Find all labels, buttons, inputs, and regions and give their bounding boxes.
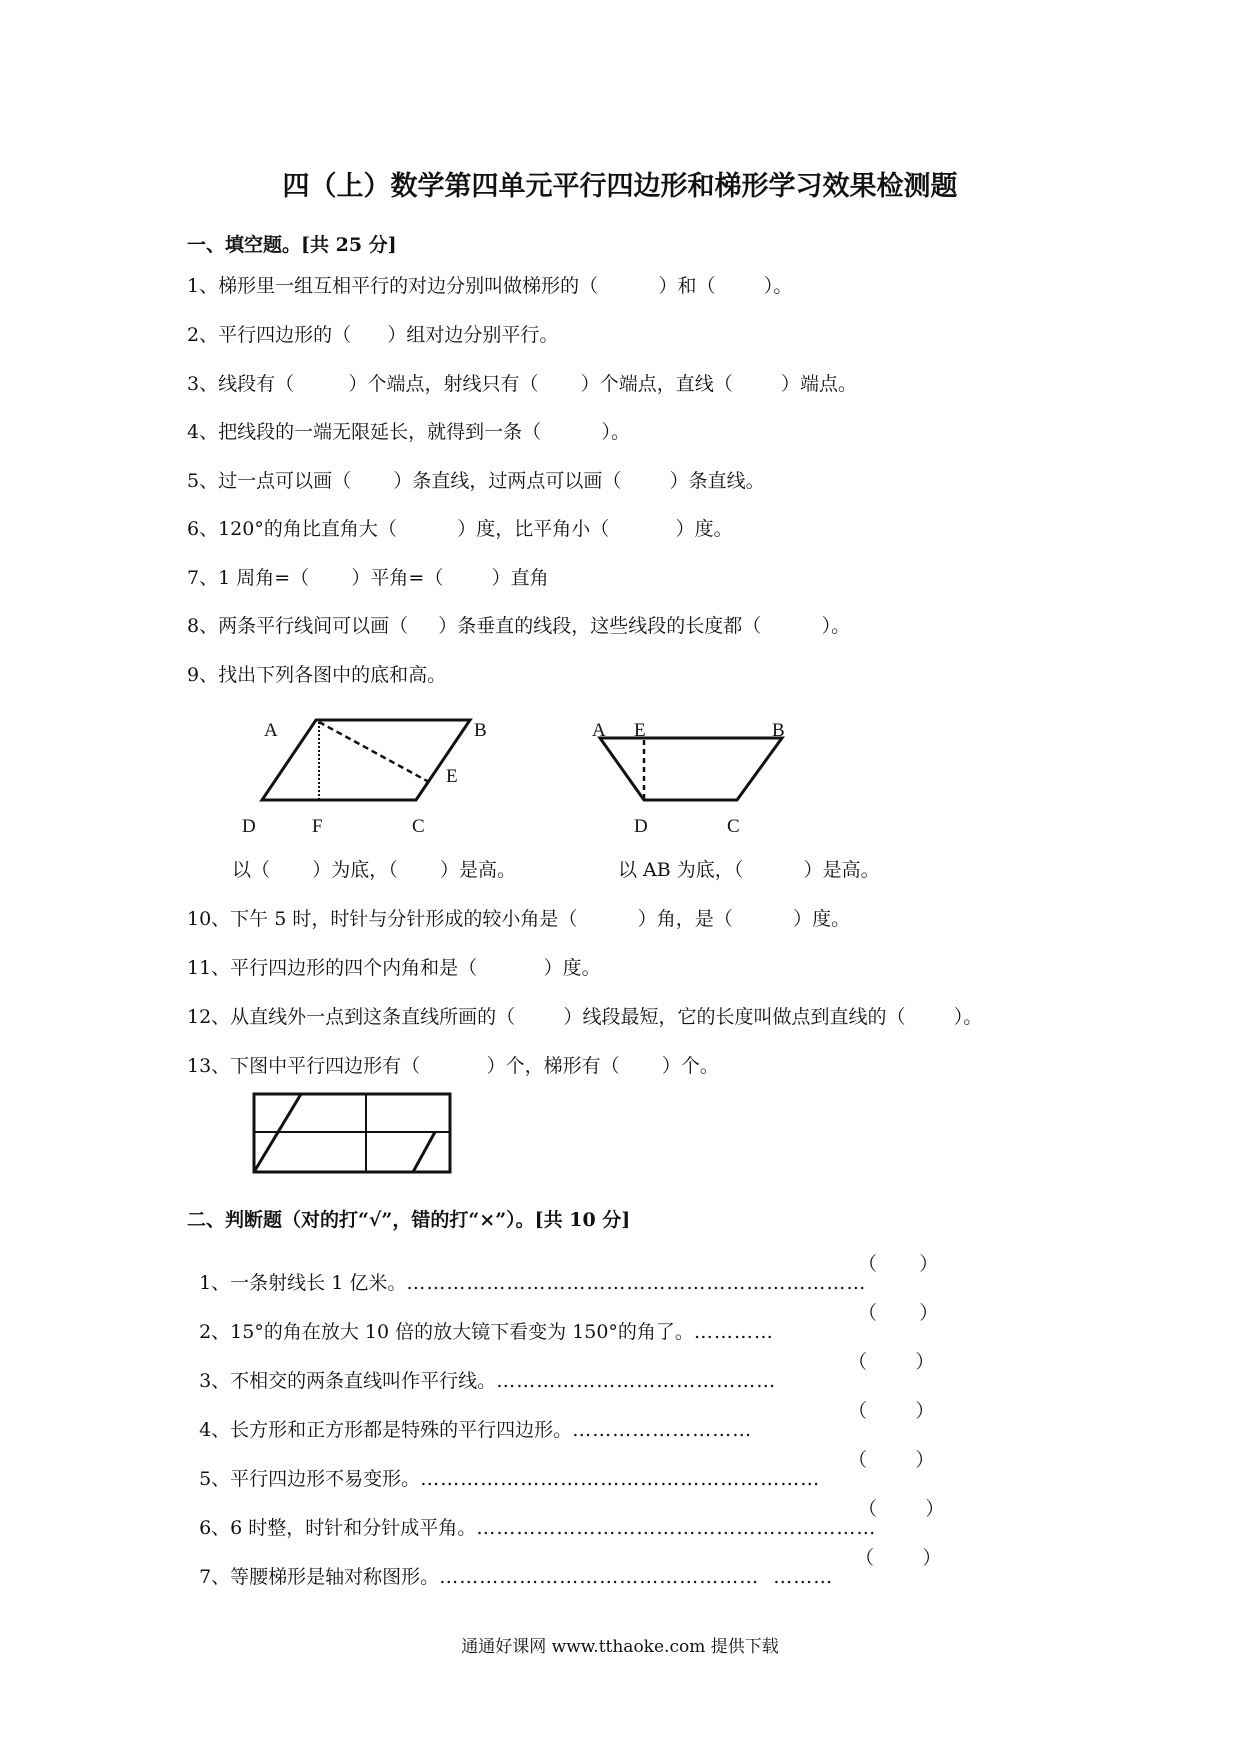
question-3: 3、线段有（ ）个端点，射线只有（ ）个端点，直线（ ）端点。 [187,373,858,395]
page-footer: 通通好课网 www.tthaoke.com 提供下载 [461,1637,779,1657]
question-10: 10、下午 5 时，时针与分针形成的较小角是（ ）角，是（ ）度。 [187,908,851,930]
grid-figure [252,1092,452,1176]
tf-answer-bracket-3[interactable]: （ ） [848,1351,935,1373]
label-c: C [412,816,425,837]
tf-answer-bracket-6[interactable]: （ ） [858,1498,945,1520]
question-7: 7、1 周角=（ ）平角=（ ）直角 [187,567,549,589]
tf-item-text: 3、不相交的两条直线叫作平行线。 [199,1370,497,1392]
label-b: B [772,720,785,741]
tf-item-2 [187,1304,774,1342]
label-a: A [592,720,606,741]
label-f: F [312,816,323,837]
trapezoid-shape [600,738,782,800]
tf-item-dots: …………………………………………………… [476,1517,877,1539]
tf-item-dots: …………………………………… [496,1370,777,1392]
section-heading-fill-in: 一、填空题。[共 25 分] [187,234,397,256]
height-line-ae [319,722,429,782]
tf-item-dots: ……………………… [572,1419,753,1441]
page-title: 四（上）数学第四单元平行四边形和梯形学习效果检测题 [282,171,958,202]
tf-item-3 [187,1353,776,1391]
tf-answer-bracket-5[interactable]: （ ） [848,1449,935,1471]
tf-answer-bracket-4[interactable]: （ ） [848,1400,935,1422]
question-13: 13、下图中平行四边形有（ ）个，梯形有（ ）个。 [187,1055,719,1077]
tf-item-4 [187,1402,752,1440]
question-9: 9、找出下列各图中的底和高。 [187,664,447,686]
tf-item-text: 2、15°的角在放大 10 倍的放大镜下看变为 150°的角了。 [199,1321,694,1343]
label-a: A [264,720,278,741]
question-9-left-answer: 以（ ）为底，（ ）是高。 [232,859,517,881]
grid-slant-right [413,1132,435,1172]
label-d: D [634,816,648,837]
tf-item-dots: ………… [693,1321,774,1343]
tf-answer-bracket-2[interactable]: （ ） [858,1302,939,1324]
parallelogram-figure [240,700,500,840]
parallelogram-shape [262,720,470,800]
question-4: 4、把线段的一端无限延长，就得到一条（ ）。 [187,421,630,443]
label-c: C [727,816,740,837]
question-12: 12、从直线外一点到这条直线所画的（ ）线段最短，它的长度叫做点到直线的（ ）。 [187,1006,983,1028]
tf-item-text: 5、平行四边形不易变形。 [199,1468,421,1490]
tf-item-text: 6、6 时整，时针和分针成平角。 [199,1517,477,1539]
tf-item-6 [187,1500,876,1538]
label-d: D [242,816,256,837]
label-b: B [474,720,487,741]
tf-item-dots: ………………………………………… ……… [439,1566,834,1588]
question-9-right-answer: 以 AB 为底，（ ）是高。 [618,859,880,881]
tf-item-text: 4、长方形和正方形都是特殊的平行四边形。 [199,1419,573,1441]
question-8: 8、两条平行线间可以画（ ）条垂直的线段，这些线段的长度都（ ）。 [187,615,851,637]
label-e: E [634,720,646,741]
tf-item-text: 1、一条射线长 1 亿米。 [199,1272,407,1294]
trapezoid-figure [590,700,810,840]
tf-answer-bracket-7[interactable]: （ ） [855,1547,942,1569]
question-1: 1、梯形里一组互相平行的对边分别叫做梯形的（ ）和（ ）。 [187,275,793,297]
tf-item-dots: …………………………………………………… [420,1468,821,1490]
tf-item-text: 7、等腰梯形是轴对称图形。 [199,1566,440,1588]
tf-item-dots: …………………………………………………………… [406,1272,867,1294]
label-e: E [446,766,458,787]
question-2: 2、平行四边形的（ ）组对边分别平行。 [187,324,559,346]
question-11: 11、平行四边形的四个内角和是（ ）度。 [187,957,601,979]
question-5: 5、过一点可以画（ ）条直线，过两点可以画（ ）条直线。 [187,470,765,492]
tf-answer-bracket-1[interactable]: （ ） [858,1253,939,1275]
tf-item-1 [187,1255,866,1293]
tf-item-5 [187,1451,820,1489]
question-6: 6、120°的角比直角大（ ）度，比平角小（ ）度。 [187,518,733,540]
section-heading-true-false: 二、判断题（对的打“√”，错的打“×”）。[共 10 分] [187,1209,631,1231]
tf-item-7 [187,1549,833,1587]
